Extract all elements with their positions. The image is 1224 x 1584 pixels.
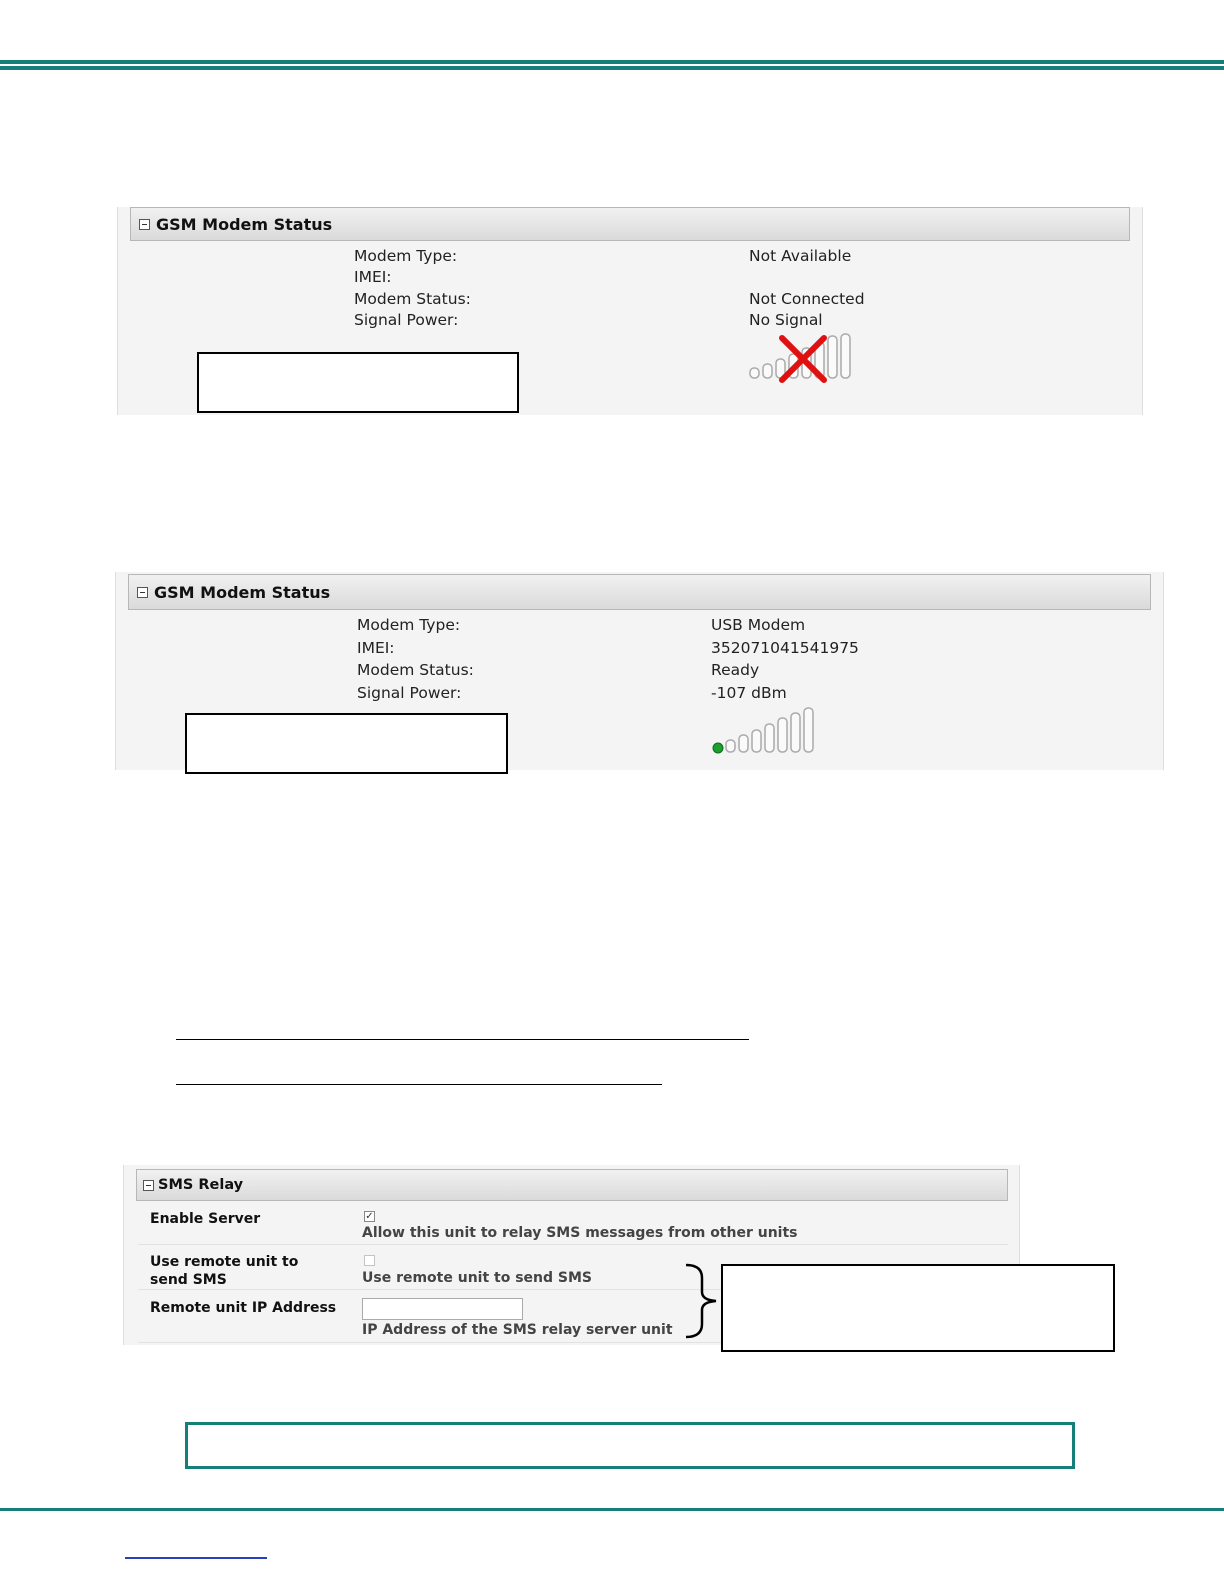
modem-type-label: Modem Type: [354,247,458,265]
enable-server-checkbox[interactable]: ✓ [365,1211,374,1222]
underline-rule-2 [176,1084,662,1085]
row-divider [138,1244,1008,1245]
remote-ip-help: IP Address of the SMS relay server unit [362,1322,673,1338]
modem-status-value: Not Connected [749,290,865,308]
panel-header[interactable] [130,207,1130,241]
curly-brace [680,1262,725,1340]
imei-label: IMEI: [357,639,395,657]
signal-power-value: -107 dBm [711,684,787,702]
use-remote-unit-label: Use remote unit to send SMS [150,1254,299,1288]
imei-value: 352071041541975 [711,639,859,657]
header-rule-bottom [0,66,1224,70]
callout-box-3 [721,1264,1115,1352]
imei-label: IMEI: [354,268,392,286]
modem-type-value: Not Available [749,247,852,265]
signal-power-label: Signal Power: [357,684,462,702]
collapse-icon[interactable] [143,1180,154,1191]
footer-rule [0,1508,1224,1511]
callout-box-2 [185,713,508,774]
panel-title: GSM Modem Status [156,214,333,234]
signal-power-label: Signal Power: [354,311,459,329]
collapse-icon[interactable] [137,587,148,598]
modem-status-label: Modem Status: [357,661,474,679]
signal-strength-icon [708,706,823,758]
no-signal-icon [746,332,861,384]
footer-link-underline[interactable] [125,1557,267,1559]
header-rule-top [0,60,1224,64]
underline-rule-1 [176,1039,749,1040]
use-remote-unit-help: Use remote unit to send SMS [362,1270,593,1286]
panel-header[interactable] [136,1169,1008,1201]
enable-server-help: Allow this unit to relay SMS messages from other units [362,1225,798,1241]
modem-type-value: USB Modem [711,616,806,634]
panel-header[interactable] [128,574,1151,610]
callout-box-1 [197,352,519,413]
modem-type-label: Modem Type: [357,616,461,634]
signal-power-value: No Signal [749,311,823,329]
panel-title: GSM Modem Status [154,582,331,602]
modem-status-label: Modem Status: [354,290,471,308]
remote-ip-input[interactable] [362,1298,523,1320]
remote-ip-label: Remote unit IP Address [150,1300,337,1316]
panel-title: SMS Relay [158,1177,244,1193]
note-box [185,1422,1075,1469]
use-remote-unit-checkbox[interactable] [364,1255,375,1266]
collapse-icon[interactable] [139,219,150,230]
modem-status-value: Ready [711,661,760,679]
enable-server-label: Enable Server [150,1211,261,1227]
